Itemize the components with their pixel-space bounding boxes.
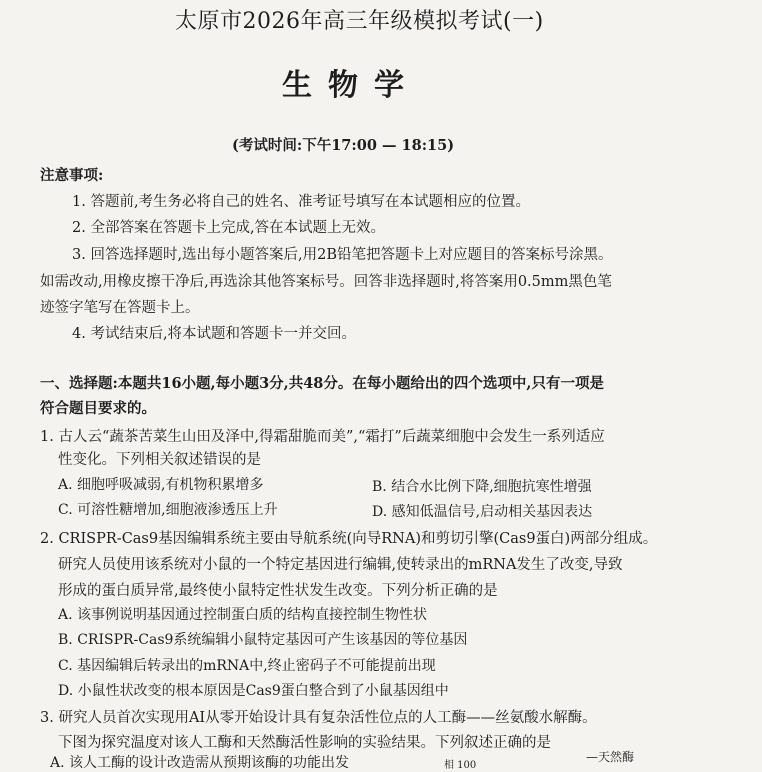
chart-legend-partial: —天然酶	[586, 750, 635, 764]
q3-stem-cont: 下图为探究温度对该人工酶和天然酶活性影响的实验结果。下列叙述正确的是	[58, 735, 551, 751]
q2-option-b: B. CRISPR-Cas9系统编辑小鼠特定基因可产生该基因的等位基因	[58, 632, 468, 648]
section-heading-cont: 符合题目要求的。	[40, 400, 156, 417]
q2-stem: 2. CRISPR-Cas9基因编辑系统主要由导航系统(向导RNA)和剪切引擎(Cas9蛋白)两部分组成。	[40, 531, 658, 547]
subject-title: 生物学	[282, 68, 420, 103]
q1-option-b: B. 结合水比例下降,细胞抗寒性增强	[372, 479, 592, 495]
q1-stem: 1. 古人云“蔬茶苦菜生山田及泽中,得霜甜脆而美”,“霜打”后蔬菜细胞中会发生一系列适应	[40, 429, 605, 445]
q2-option-c: C. 基因编辑后转录出的mRNA中,终止密码子不可能提前出现	[58, 658, 436, 674]
q1-option-c: C. 可溶性糖增加,细胞液渗透压上升	[58, 502, 278, 518]
q2-option-a: A. 该事例说明基因通过控制蛋白质的结构直接控制生物性状	[58, 607, 428, 623]
exam-time: (考试时间:下午17:00 — 18:15)	[232, 137, 455, 154]
notice-item-4: 4. 考试结束后,将本试题和答题卡一并交回。	[72, 326, 357, 342]
notice-item-3-cont2: 迹签字笔写在答题卡上。	[40, 300, 200, 316]
notice-item-3-cont: 如需改动,用橡皮擦干净后,再选涂其他答案标号。回答非选择题时,将答案用0.5mm黑色笔	[40, 274, 612, 290]
q3-option-a-partial: A. 该人工酶的设计改造需从预期该酶的功能出发	[50, 755, 350, 771]
q2-option-d: D. 小鼠性状改变的根本原因是Cas9蛋白整合到了小鼠基因组中	[58, 683, 449, 699]
q2-stem-cont: 研究人员使用该系统对小鼠的一个特定基因进行编辑,使转录出的mRNA发生了改变,导致	[58, 557, 623, 573]
exam-title: 太原市2026年高三年级模拟考试(一)	[175, 9, 544, 34]
notice-heading: 注意事项:	[40, 167, 104, 184]
section-heading: 一、选择题:本题共16小题,每小题3分,共48分。在每小题给出的四个选项中,只有一项是	[40, 375, 604, 392]
q3-stem: 3. 研究人员首次实现用AI从零开始设计具有复杂活性位点的人工酶——丝氨酸水解酶。	[40, 710, 597, 726]
notice-item-1: 1. 答题前,考生务必将自己的姓名、准考证号填写在本试题相应的位置。	[72, 194, 531, 210]
q2-stem-cont2: 形成的蛋白质异常,最终使小鼠特定性状发生改变。下列分析正确的是	[58, 583, 498, 599]
q1-option-d: D. 感知低温信号,启动相关基因表达	[372, 504, 593, 520]
notice-item-2: 2. 全部答案在答题卡上完成,答在本试题上无效。	[72, 220, 386, 236]
q1-option-a: A. 细胞呼吸减弱,有机物积累增多	[58, 477, 264, 493]
chart-axis-partial: 相 100	[444, 760, 477, 771]
q1-stem-cont: 性变化。下列相关叙述错误的是	[58, 452, 261, 468]
notice-item-3: 3. 回答选择题时,选出每小题答案后,用2B铅笔把答题卡上对应题目的答案标号涂黑。	[72, 247, 613, 263]
